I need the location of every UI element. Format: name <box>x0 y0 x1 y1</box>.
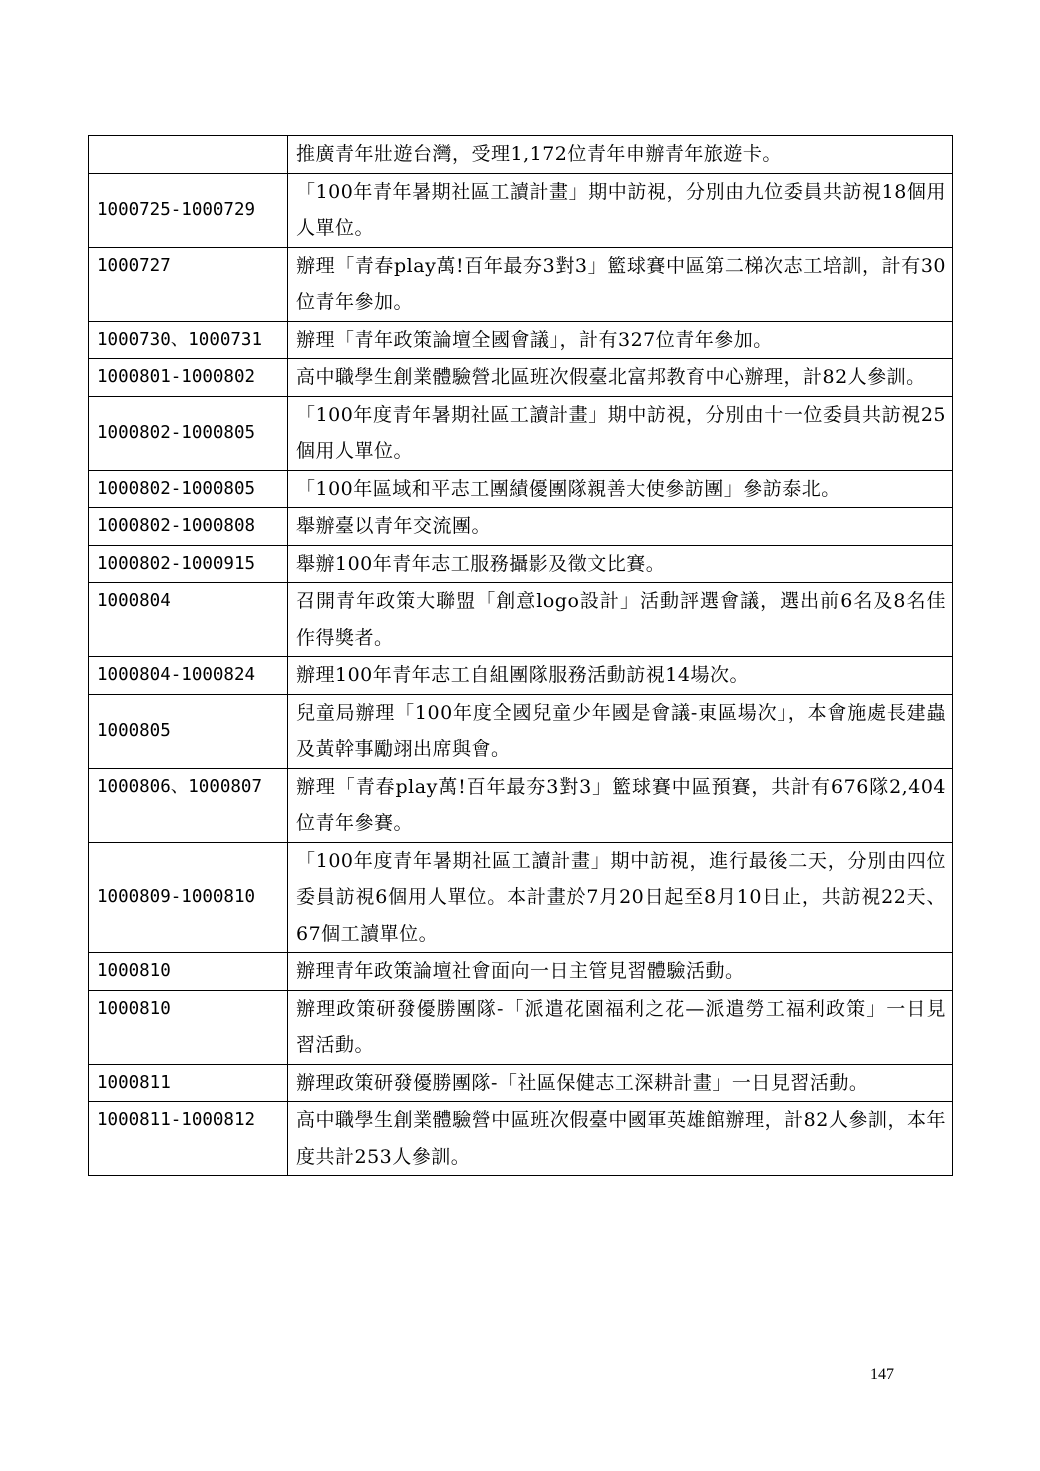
description-cell: 辦理100年青年志工自組團隊服務活動訪視14場次。 <box>288 657 953 695</box>
table-row <box>89 321 953 359</box>
date-cell: 1000811-1000812 <box>89 1102 288 1176</box>
date-cell: 1000725-1000729 <box>89 173 288 247</box>
date-cell: 1000730、1000731 <box>89 321 288 359</box>
table-row <box>89 990 953 1064</box>
table-row <box>89 1102 953 1176</box>
table-row <box>89 545 953 583</box>
description-cell: 召開青年政策大聯盟「創意logo設計」活動評選會議，選出前6名及8名佳作得獎者。 <box>288 583 953 657</box>
date-cell: 1000810 <box>89 953 288 991</box>
description-cell: 高中職學生創業體驗營中區班次假臺中國軍英雄館辦理，計82人參訓，本年度共計253人參訓。 <box>288 1102 953 1176</box>
description-cell: 辦理「青春play萬!百年最夯3對3」籃球賽中區第二梯次志工培訓，計有30位青年參加。 <box>288 247 953 321</box>
table-row <box>89 359 953 397</box>
date-cell: 1000804-1000824 <box>89 657 288 695</box>
date-cell: 1000811 <box>89 1064 288 1102</box>
table-row <box>89 396 953 470</box>
description-cell: 兒童局辦理「100年度全國兒童少年國是會議-東區場次」，本會施處長建蟲及黃幹事勵翊出席與會。 <box>288 694 953 768</box>
activity-table-body <box>89 136 953 1176</box>
description-cell: 辦理青年政策論壇社會面向一日主管見習體驗活動。 <box>288 953 953 991</box>
page-number: 147 <box>870 1366 894 1383</box>
table-row <box>89 173 953 247</box>
description-cell: 推廣青年壯遊台灣，受理1,172位青年申辦青年旅遊卡。 <box>288 136 953 174</box>
table-row <box>89 694 953 768</box>
table-row <box>89 953 953 991</box>
table-row <box>89 768 953 842</box>
table-row <box>89 1064 953 1102</box>
table-row <box>89 842 953 953</box>
description-cell: 辦理政策研發優勝團隊-「派遣花園福利之花—派遣勞工福利政策」一日見習活動。 <box>288 990 953 1064</box>
table-row <box>89 583 953 657</box>
date-cell: 1000802-1000915 <box>89 545 288 583</box>
description-cell: 辦理政策研發優勝團隊-「社區保健志工深耕計畫」一日見習活動。 <box>288 1064 953 1102</box>
description-cell: 「100年區域和平志工團績優團隊親善大使參訪團」參訪泰北。 <box>288 470 953 508</box>
date-cell: 1000804 <box>89 583 288 657</box>
date-cell: 1000810 <box>89 990 288 1064</box>
description-cell: 「100年青年暑期社區工讀計畫」期中訪視，分別由九位委員共訪視18個用人單位。 <box>288 173 953 247</box>
date-cell: 1000809-1000810 <box>89 842 288 953</box>
date-cell: 1000802-1000805 <box>89 470 288 508</box>
date-cell <box>89 136 288 174</box>
description-cell: 舉辦100年青年志工服務攝影及徵文比賽。 <box>288 545 953 583</box>
description-cell: 「100年度青年暑期社區工讀計畫」期中訪視，分別由十一位委員共訪視25個用人單位。 <box>288 396 953 470</box>
description-cell: 辦理「青年政策論壇全國會議」，計有327位青年參加。 <box>288 321 953 359</box>
date-cell: 1000727 <box>89 247 288 321</box>
date-cell: 1000802-1000805 <box>89 396 288 470</box>
date-cell: 1000806、1000807 <box>89 768 288 842</box>
activity-table <box>88 135 953 1176</box>
table-row <box>89 470 953 508</box>
description-cell: 高中職學生創業體驗營北區班次假臺北富邦教育中心辦理，計82人參訓。 <box>288 359 953 397</box>
description-cell: 辦理「青春play萬!百年最夯3對3」籃球賽中區預賽，共計有676隊2,404位青年參賽。 <box>288 768 953 842</box>
date-cell: 1000805 <box>89 694 288 768</box>
table-row <box>89 508 953 546</box>
description-cell: 舉辦臺以青年交流團。 <box>288 508 953 546</box>
description-cell: 「100年度青年暑期社區工讀計畫」期中訪視，進行最後二天，分別由四位委員訪視6個用人單位。本計畫於7月20日起至8月10日止，共訪視22天、67個工讀單位。 <box>288 842 953 953</box>
date-cell: 1000801-1000802 <box>89 359 288 397</box>
table-row <box>89 657 953 695</box>
table-row <box>89 136 953 174</box>
table-row <box>89 247 953 321</box>
date-cell: 1000802-1000808 <box>89 508 288 546</box>
